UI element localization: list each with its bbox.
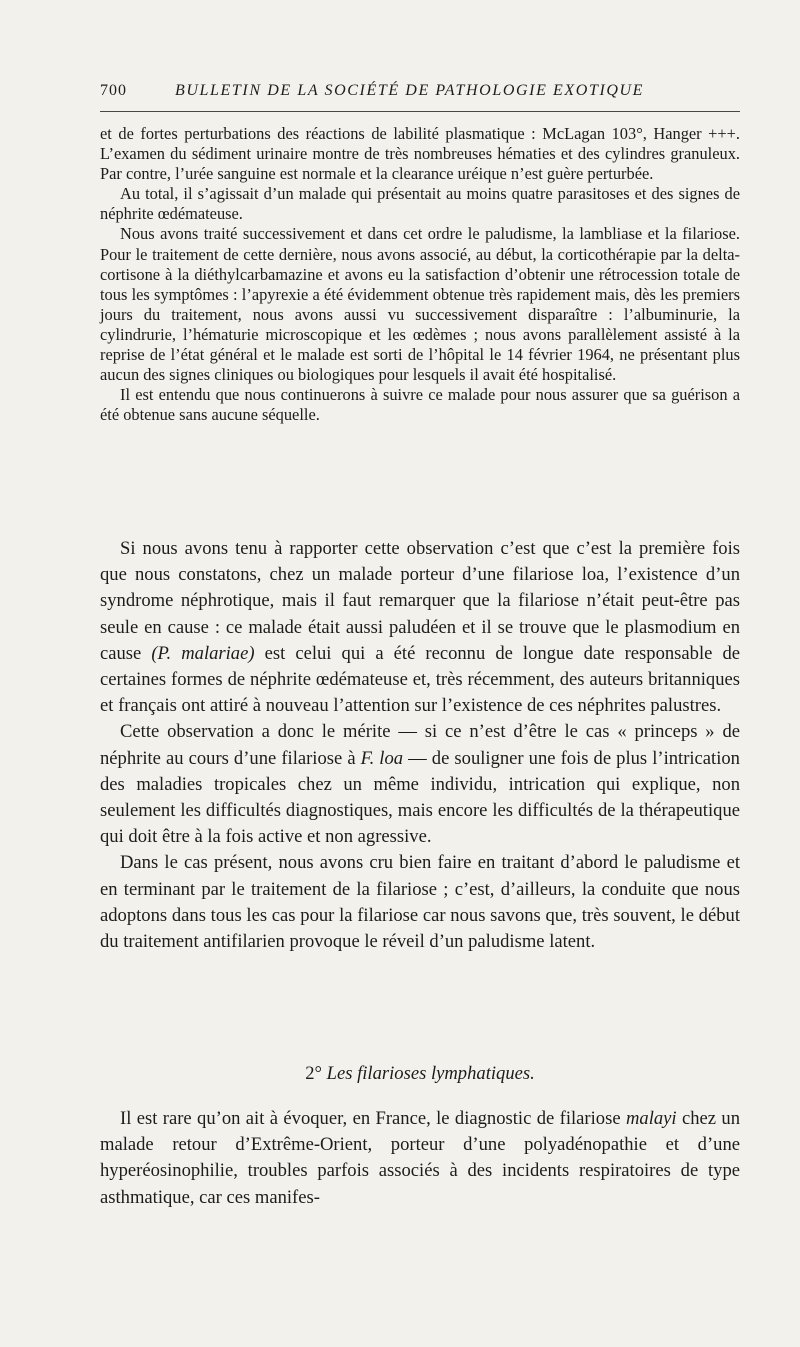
text-span: Il est rare qu’on ait à évoquer, en France, le diagnostic de filariose xyxy=(120,1108,626,1129)
paragraph: Au total, il s’agissait d’un malade qui présentait au moins quatre parasitoses et des signes de néphrite œdémateuse. xyxy=(100,184,740,224)
italic-term: (P. malariae) xyxy=(151,642,255,664)
running-head xyxy=(100,82,740,106)
section-number: 2° xyxy=(305,1063,322,1084)
text-span: — de souligner une fois de plus l’intrication des maladies tropicales chez un même individu, intrication qui explique, non seulement les difficultés diagnostiques, mais encore les difficultés de la thérapeutique qui doit être à la fois active et non agressive. xyxy=(100,747,740,848)
paragraph xyxy=(100,1106,740,1211)
text-span: Si nous avons tenu à rapporter cette observation c’est que c’est la première fois que nous constatons, chez un malade porteur d’une filariose loa, l’existence d’un syndrome néphrotique, mais il faut remarquer que la filariose n’était peut-être pas seule en cause : ce malade était aussi paludéen et il se trouve que le plasmodium en cause xyxy=(100,538,740,664)
paragraph: et de fortes perturbations des réactions de labilité plasmatique : McLagan 103°, Hanger +++. L’examen du sédiment urinaire montre de très nombreuses hématies et des cylindres granuleux. Par contre, l’urée sanguine est normale et la clearance uréique n’est guère perturbée. xyxy=(100,124,740,184)
section-text xyxy=(100,1106,740,1211)
page-number: 700 xyxy=(100,82,127,99)
text-span: Cette observation a donc le mérite — si ce n’est d’être le cas « princeps » de néphrite au cours d’une filariose à xyxy=(100,721,740,769)
text-span: est celui qui a été reconnu de longue date responsable de certaines formes de néphrite œdémateuse et, très récemment, des auteurs britanniques et français ont attiré à nouveau l’attention sur l’existence de ces néphrites palustres. xyxy=(100,642,740,717)
paragraph: Nous avons traité successivement et dans cet ordre le paludisme, la lambliase et la filariose. Pour le traitement de cette dernière, nous avons associé, au début, la corticothérapie par la delta-cortisone à la diéthylcarbamazine et avons eu la satisfaction d’obtenir une rétrocession totale de tous les symptômes : l’apyrexie a été évidemment obtenue très rapidement mais, dès les premiers jours du traitement, nous avons aussi vu successivement disparaître : l’albuminurie, la cylindrurie, l’hématurie microscopique et les œdèmes ; nous avons parallèlement assisté à la reprise de l’état général et le malade est sorti de l’hôpital le 14 février 1964, ne présentant plus aucun des signes cliniques ou biologiques pour lesquels il avait été hospitalisé. xyxy=(100,224,740,385)
case-report-text xyxy=(100,124,740,425)
paragraph: Dans le cas présent, nous avons cru bien faire en traitant d’abord le paludisme et en terminant par le traitement de la filariose ; c’est, d’ailleurs, la conduite que nous adoptons dans tous les cas pour la filariose car nous savons que, très souvent, le début du traitement antifilarien provoque le réveil d’un paludisme latent. xyxy=(100,852,740,953)
discussion-text xyxy=(100,536,740,955)
italic-term: F. loa xyxy=(360,747,404,769)
section-heading xyxy=(100,1061,740,1087)
italic-term: malayi xyxy=(625,1108,677,1129)
text-span: chez un malade retour d’Extrême-Orient, porteur d’une polyadénopathie et d’une hyperéosinophilie, troubles parfois associés à des incidents respiratoires de type asthmatique, car ces manifes- xyxy=(100,1108,740,1208)
paragraph xyxy=(100,719,740,850)
paragraph: Il est entendu que nous continuerons à suivre ce malade pour nous assurer que sa guérison a été obtenue sans aucune séquelle. xyxy=(100,385,740,425)
section-title: Les filarioses lymphatiques. xyxy=(326,1063,535,1084)
header-rule xyxy=(100,111,740,112)
journal-title: BULLETIN DE LA SOCIÉTÉ DE PATHOLOGIE EXOTIQUE xyxy=(175,82,645,99)
paragraph xyxy=(100,536,740,719)
